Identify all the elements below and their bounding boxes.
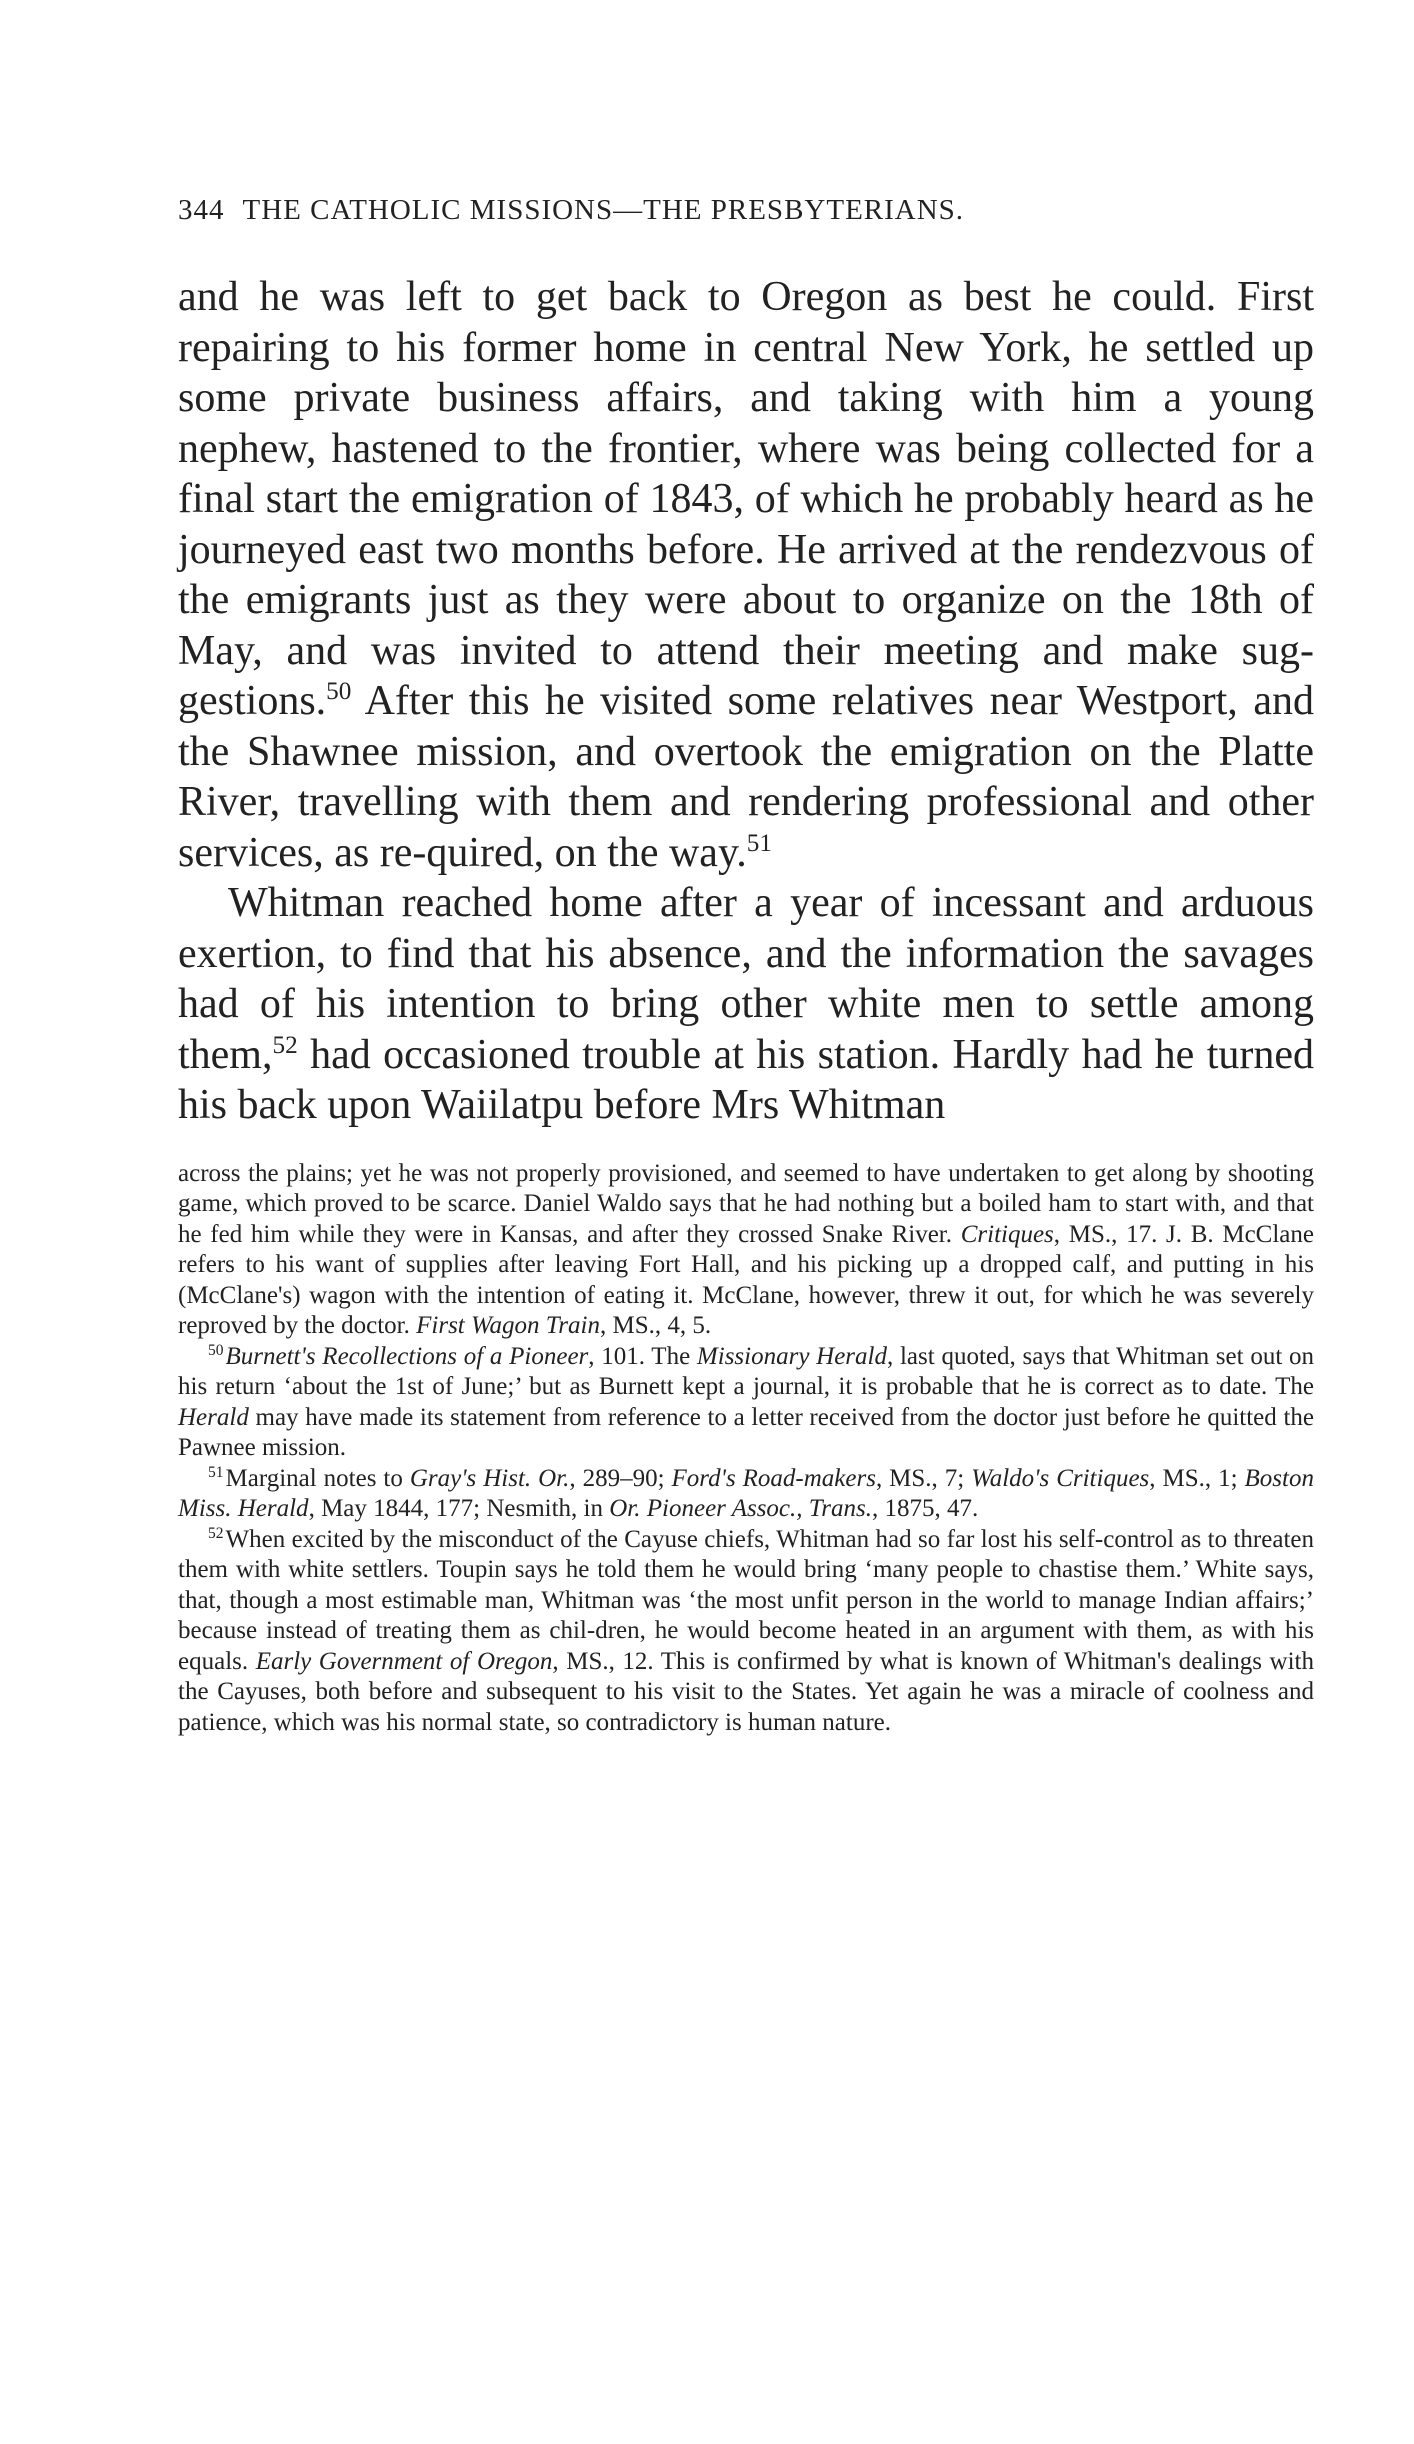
footnote-text: may have made its statement from reference to a letter received from the doctor just before he quitted the Pawnee mission. — [178, 1403, 1314, 1461]
body-text-segment: After this he visited some relatives near Westport, and the Shawnee mission, and overtook the emigration on the Platte River, travelling with them and rendering professional and other services, as re-quired, on the way. — [178, 678, 1314, 876]
footnote-text: , 101. The — [588, 1342, 697, 1370]
footnote-reference-51: 51 — [746, 829, 772, 857]
footnote-text: , MS., 4, 5. — [599, 1312, 712, 1339]
footnote-continuation — [178, 1159, 1314, 1342]
footnote-text: , MS., 7; — [875, 1464, 972, 1492]
footnote-text: , 1875, 47. — [872, 1495, 979, 1522]
footnote-mark: 50 — [208, 1341, 224, 1359]
body-text-segment: and he was left to get back to Oregon as best he could. First repairing to his former home in central New York, he settled up some private business affairs, and taking with him a young nephew, hastened to the frontier, where was being collected for a final start the emigration of 1843, of which he probably heard as he journeyed east two months before. He arrived at the rendezvous of the emigrants just as they were about to organize on the 18th of May, and was invited to attend their meeting and make sug-gestions. — [178, 274, 1314, 724]
footnote-citation: Herald — [178, 1403, 249, 1431]
body-paragraph-1 — [178, 272, 1314, 878]
footnote-text: When excited by the misconduct of the Cayuse chiefs, Whitman had so far lost his self-control as to threaten them with white settlers. Toupin says he told them he would bring ‘many people to chastise them.’ White says, that, though a most estimable man, Whitman was ‘the most unfit person in the world to manage Indian affairs;’ because instead of treating them as chil-dren, he would become heated in an argument with them, as with his equals. — [178, 1525, 1314, 1675]
footnote-mark: 52 — [208, 1524, 224, 1542]
footnote-citation: Or. Pioneer Assoc., Trans. — [609, 1495, 873, 1522]
footnote-51 — [178, 1464, 1314, 1525]
footnote-reference-52: 52 — [272, 1031, 298, 1059]
footnote-citation: Critiques — [960, 1220, 1054, 1248]
footnote-text: , 289–90; — [569, 1464, 672, 1492]
footnote-text: Marginal notes to — [225, 1464, 410, 1492]
running-header — [178, 190, 1314, 230]
footnote-citation: Waldo's Critiques — [971, 1464, 1150, 1492]
footnote-citation: Boston Miss. Herald — [178, 1464, 1314, 1522]
footnote-text: across the plains; yet he was not properly provisioned, and seemed to have undertaken to get along by shooting game, which proved to be scarce. Daniel Waldo says that he had nothing but a boiled ham to start with, and that he fed him while they were in Kansas, and after they crossed Snake River. — [178, 1159, 1314, 1248]
running-title: THE CATHOLIC MISSIONS—THE PRESBYTERIANS. — [242, 194, 965, 226]
footnote-text: , MS., 1; — [1149, 1464, 1245, 1492]
footnote-text: , MS., 12. This is confirmed by what is known of Whitman's dealings with the Cayuses, both before and subsequent to his visit to the States. Yet again he was a miracle of coolness and patience, which was his normal state, so contradictory is human nature. — [178, 1647, 1314, 1736]
main-text — [178, 272, 1314, 1131]
footnote-citation: Burnett's Recollections of a Pioneer — [225, 1342, 589, 1370]
footnote-mark: 51 — [208, 1463, 224, 1481]
footnote-text: , last quoted, says that Whitman set out on his return ‘about the 1st of June;’ but as Burnett kept a journal, it is probable that he is correct as to date. The — [178, 1342, 1315, 1400]
body-paragraph-2 — [178, 878, 1314, 1131]
footnote-citation: First Wagon Train — [416, 1312, 600, 1339]
body-text-segment: had occasioned trouble at his station. Hardly had he turned his back upon Waiilatpu before Mrs Whitman — [178, 1031, 1314, 1128]
footnote-citation: Missionary Herald — [696, 1342, 887, 1370]
footnote-citation: Early Government of Oregon — [255, 1647, 553, 1675]
body-text-segment: Whitman reached home after a year of incessant and arduous exertion, to find that his absence, and the information the savages had of his intention to bring other white men to settle among them, — [178, 880, 1314, 1078]
page-number: 344 — [178, 194, 225, 226]
book-page — [178, 190, 1314, 1738]
footnote-citation: Gray's Hist. Or. — [409, 1464, 570, 1492]
footnote-text: , MS., 17. J. B. McClane refers to his want of supplies after leaving Fort Hall, and his picking up a dropped calf, and putting in his (McClane's) wagon with the intention of eating it. McClane, however, threw it out, for which he was severely reproved by the doctor. — [178, 1220, 1314, 1339]
footnote-52 — [178, 1525, 1314, 1739]
footnote-text: , May 1844, 177; Nesmith, in — [308, 1495, 610, 1522]
footnote-reference-50: 50 — [326, 678, 352, 705]
footnote-citation: Ford's Road-makers — [671, 1464, 876, 1492]
footnote-50 — [178, 1342, 1314, 1464]
footnotes — [178, 1159, 1314, 1739]
